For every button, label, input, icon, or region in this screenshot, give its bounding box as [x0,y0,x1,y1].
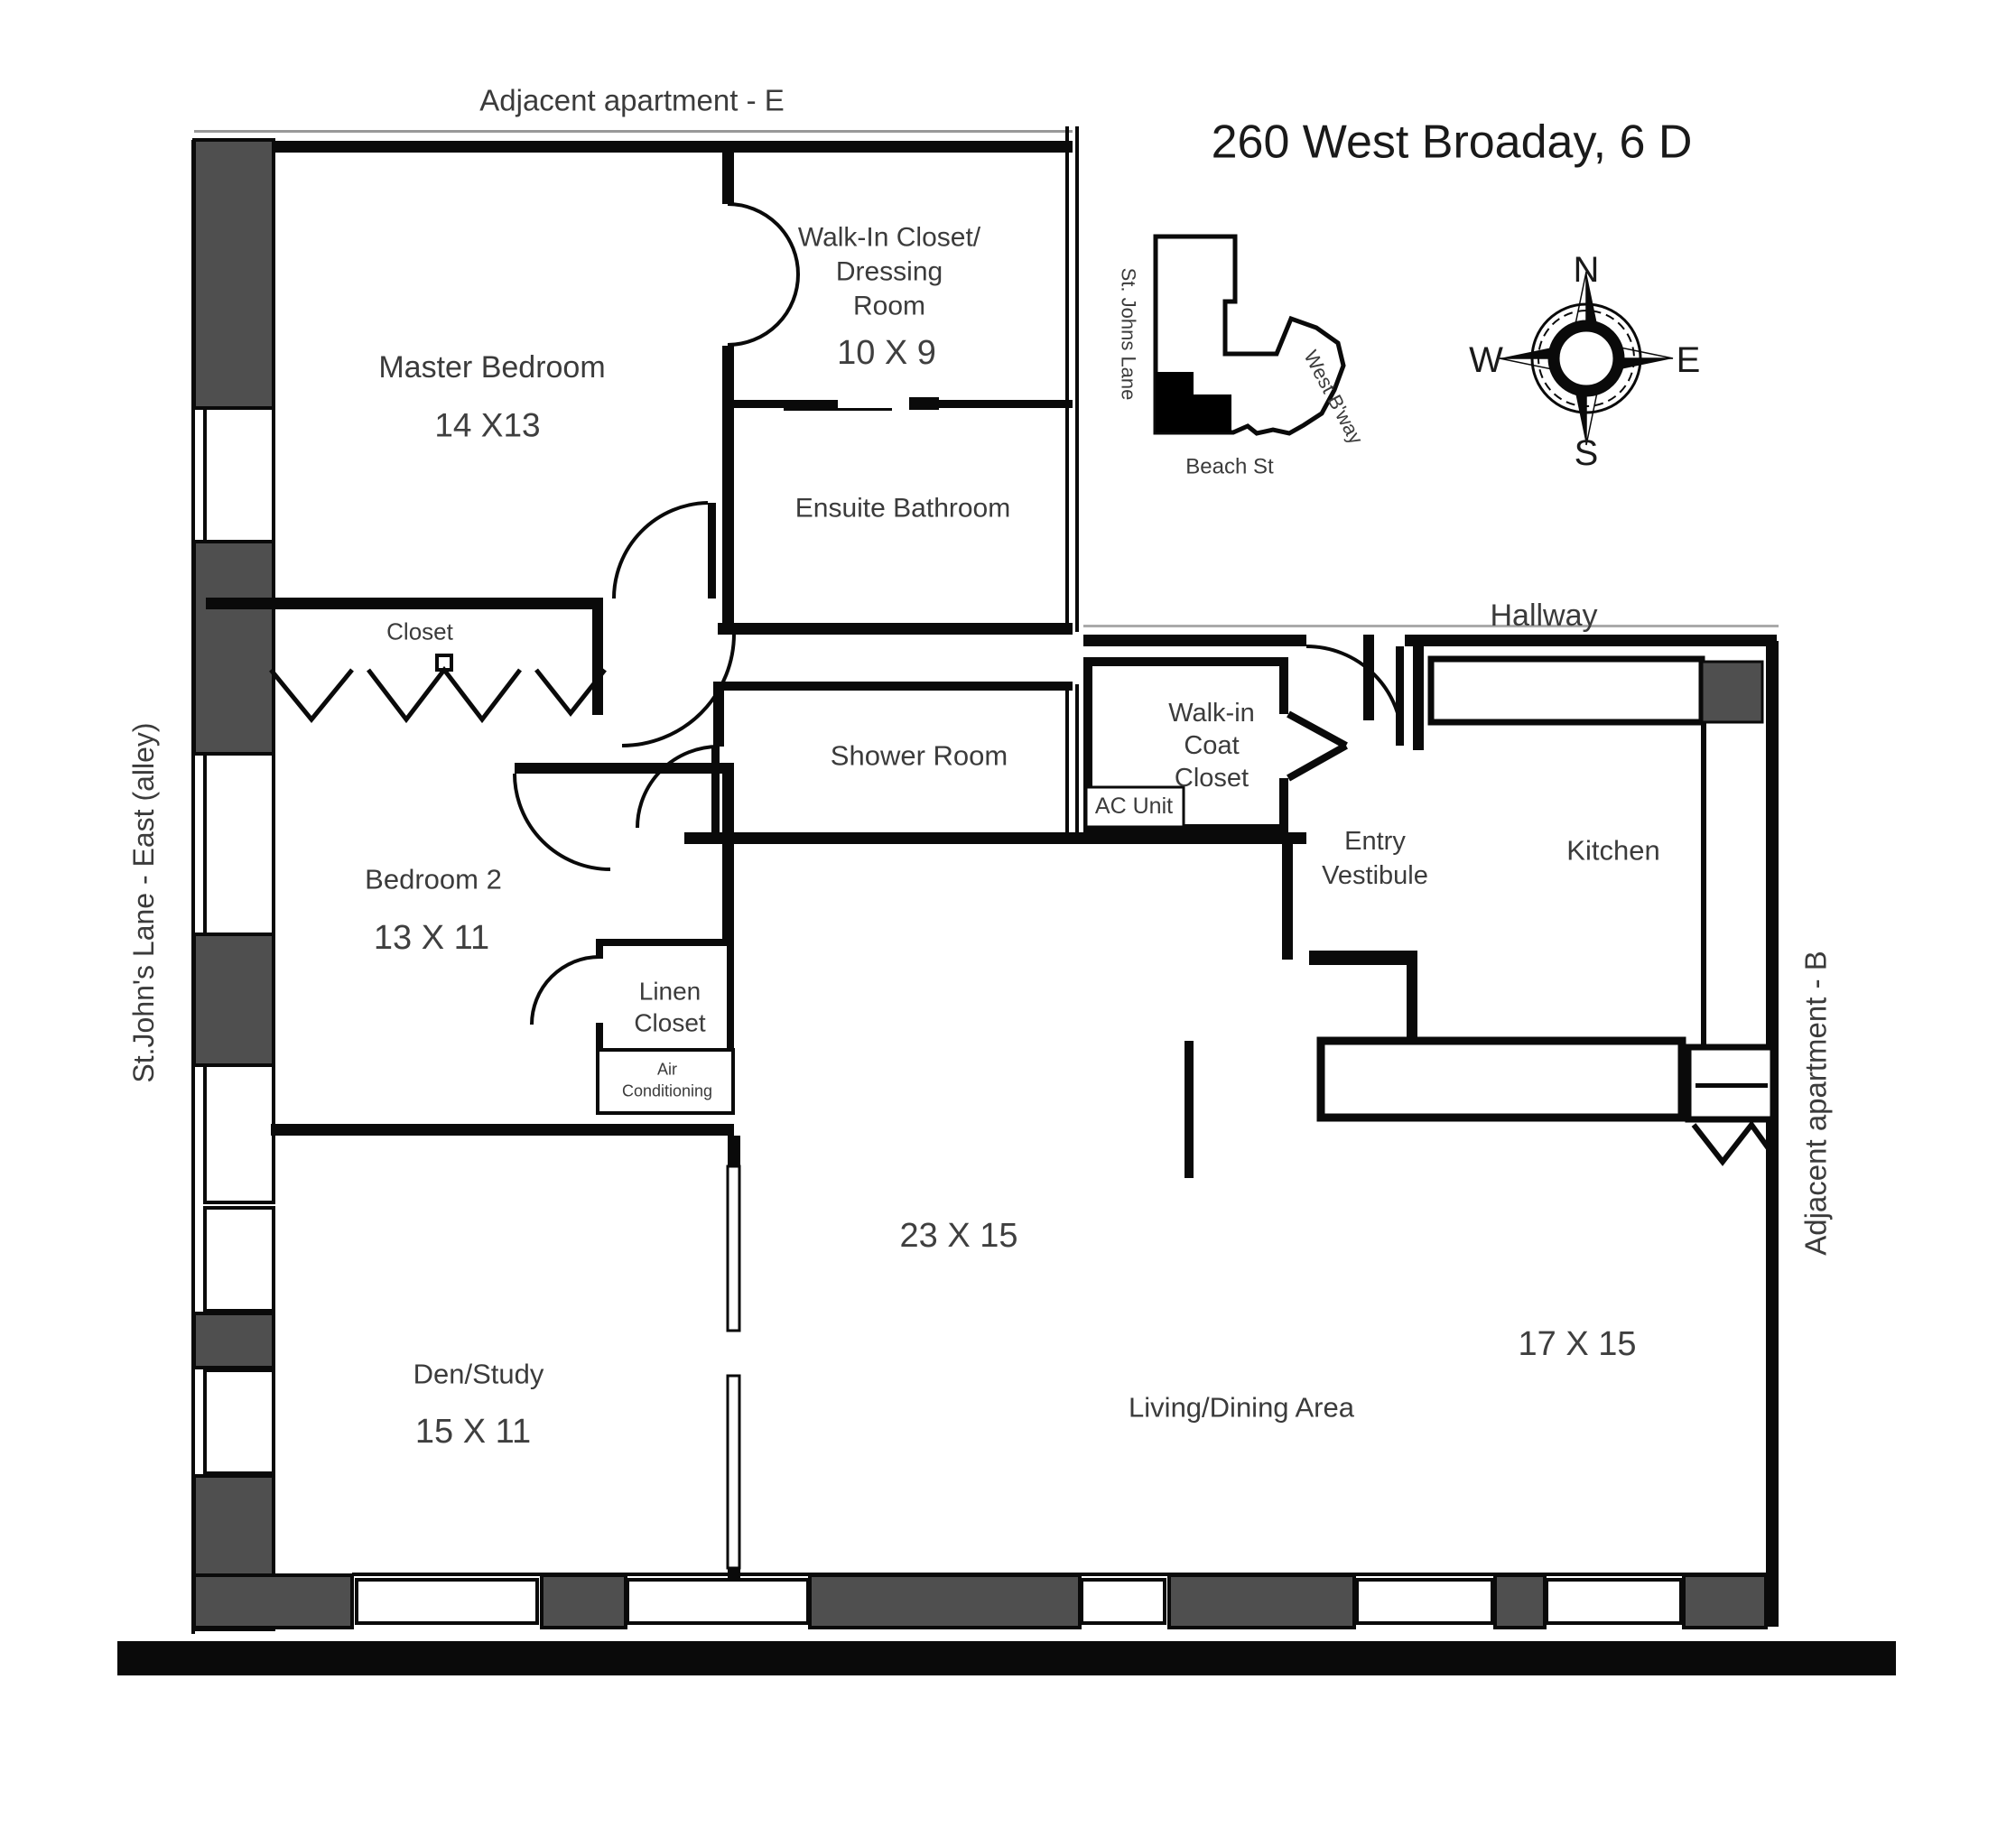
shower-door-leaf [711,747,720,832]
hallway-thin-line [1083,625,1779,627]
room-label-master-bedroom: Master Bedroom [378,350,606,385]
street-baseline [117,1641,1896,1675]
kitchen-upper-cabinets [1431,659,1702,722]
room-label-kitchen: Kitchen [1566,834,1660,867]
street-label-left: St.John's Lane - East (alley) [127,722,161,1083]
fixtures [437,655,1773,1568]
pocket-door-panel [728,1376,739,1568]
pocket-door-panel [728,1166,739,1331]
compass-letter-e: E [1676,340,1701,380]
window [205,754,274,934]
window [205,1208,274,1311]
room-label-walk-in-closet-3: Room [852,291,926,321]
bedroom2-east-wall [722,763,734,943]
page-title: 260 West Broaday, 6 D [1211,116,1693,169]
bottom-wall-structure [194,1575,1766,1628]
room-label-bedroom2: Bedroom 2 [365,863,502,895]
room-dims-living-left: 23 X 15 [899,1217,1018,1256]
master-east-wall-upper [722,141,734,204]
room-label-linen-1: Linen [638,977,701,1006]
closet-right-wall [592,598,603,715]
room-label-walk-in-closet-1: Walk-In Closet/ [797,222,981,253]
hallway-wall-west [1083,635,1306,646]
map-street-label-beach-st: Beach St [1185,454,1274,479]
right-wall [1766,641,1779,1627]
kitchen-corner-pier [1702,662,1762,722]
kitchen-east-inner-wall [1701,722,1706,1050]
window [627,1580,808,1623]
closet-top-wall [206,598,603,609]
window [357,1580,537,1623]
master-east-wall-lower [722,346,734,635]
window [205,408,274,542]
room-dims-bedroom2: 13 X 11 [373,919,490,958]
bedroom2-door-leaf [515,763,610,774]
compass-letter-w: W [1469,340,1503,380]
room-dims-walk-in-closet: 10 X 9 [837,334,936,373]
bifold-door-arc [728,204,798,274]
room-label-living-dining: Living/Dining Area [1129,1391,1354,1424]
room-label-coat-closet-1: Walk-in [1168,698,1255,728]
room-label-coat-closet-2: Coat [1184,730,1240,760]
master-door-arc [614,503,708,599]
compass-letter-s: S [1574,433,1599,473]
room-label-aircond-2: Conditioning [621,1081,713,1100]
room-label-entry-2: Vestibule [1322,860,1428,890]
room-label-closet: Closet [386,617,453,645]
room-label-ensuite-bathroom: Ensuite Bathroom [794,493,1011,524]
room-dims-master-bedroom: 14 X13 [434,406,541,444]
window [1547,1580,1681,1623]
room-label-entry-1: Entry [1344,826,1406,856]
room-label-coat-closet-3: Closet [1174,763,1250,793]
map-street-label-west-bway: West B'way [1299,346,1368,449]
ensuite-south-wall [718,623,1073,635]
hallway-label: Hallway [1490,599,1598,634]
kitchen-counter [1321,1041,1682,1118]
master-door-leaf [708,503,716,599]
shower-north-wall [713,682,1073,691]
den-north-wall [271,1124,734,1136]
room-label-walk-in-closet-2: Dressing [835,256,943,287]
window [205,1065,274,1202]
room-label-shower-room: Shower Room [830,739,1008,772]
vestibule-south-wall [1309,951,1416,965]
corridor-south-wall [684,832,1306,844]
left-wall-structure [194,140,274,1629]
adjacent-apartment-b-label: Adjacent apartment - B [1798,951,1833,1256]
locator-map [1156,237,1343,433]
top-wall [194,141,1073,153]
room-label-linen-2: Closet [634,1008,706,1037]
coat-closet-bifold [1288,714,1346,778]
room-label-aircond-1: Air [657,1060,677,1079]
window [205,1370,274,1473]
hallway-wall-east [1405,635,1777,646]
linen-door-arc [532,957,599,1025]
room-dims-living-right: 17 X 15 [1518,1325,1637,1364]
window [1357,1580,1492,1623]
bifold-door-arc [728,274,798,345]
bedroom2-door-arc [515,774,610,869]
window [1082,1580,1165,1623]
shower-door-arc [637,747,719,828]
compass-rose-icon [1500,272,1673,445]
room-dims-den-study: 15 X 11 [414,1413,532,1452]
room-label-den-study: Den/Study [413,1358,544,1390]
map-street-label-st-johns: St. Johns Lane [1117,267,1140,401]
top-boundary-thin-line [194,130,1073,133]
room-label-ac-unit: AC Unit [1094,793,1174,819]
adjacent-apartment-e-label: Adjacent apartment - E [479,83,785,117]
compass-letter-n: N [1573,250,1600,290]
